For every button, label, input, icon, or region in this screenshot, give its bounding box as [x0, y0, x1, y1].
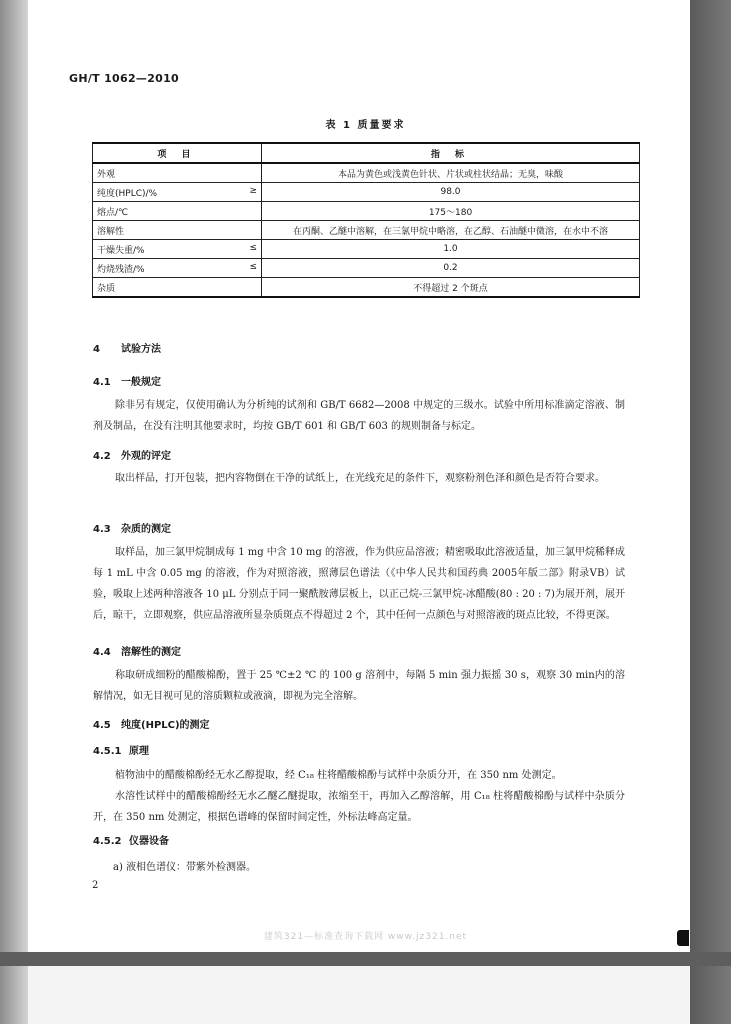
table-row	[93, 278, 640, 298]
section-4-5-1-text-1: 植物油中的醋酸棉酚经无水乙醇提取，经 C₁₈ 柱将醋酸棉酚与试样中杂质分开，在 350 nm 处测定。	[115, 770, 562, 781]
row-item: 干燥失重/%	[97, 245, 145, 256]
row-item-cell	[93, 259, 262, 278]
section-title: 原理	[129, 746, 149, 757]
row-operator: ≤	[249, 261, 257, 272]
row-value: 98.0	[262, 183, 640, 202]
table-row	[93, 163, 640, 183]
row-item: 杂质	[97, 283, 116, 294]
row-operator: ≤	[249, 242, 257, 253]
section-title: 外观的评定	[121, 451, 171, 462]
row-value: 1.0	[262, 240, 640, 259]
section-number: 4	[93, 344, 100, 355]
row-item-cell	[93, 202, 262, 221]
page-gap	[0, 952, 731, 966]
viewer-left-margin	[0, 0, 28, 1024]
row-item: 纯度(HPLC)/%	[97, 188, 158, 199]
quality-requirements-table	[92, 142, 640, 298]
section-number: 4.5	[93, 720, 111, 731]
section-number: 4.5.1	[93, 746, 122, 757]
viewer-scrollbar-area[interactable]	[690, 0, 731, 1024]
section-4-3-text: 取样品，加三氯甲烷制成每 1 mg 中含 10 mg 的溶液，作为供应品溶液；精密吸取此溶液适量，加三氯甲烷稀释成每 1 mL 中含 0.05 mg 的溶液，作为对照溶液，照薄层色谱法（《中华人民共和国药典 2005年版二部》附录ⅤB）试验，吸取上述两种溶液各 10 μL 分别点于同一聚酰胺薄层板上，以正己烷-三氯甲烷-冰醋酸(80 : 20 : 7)为展开剂，展开后，晾干，立即观察，供应品溶液所显杂质斑点不得超过 2 个，其中任何一点颜色与对照溶液的斑点比较，不得更深。	[93, 547, 625, 621]
row-item: 外观	[97, 169, 116, 180]
section-title: 杂质的测定	[121, 524, 171, 535]
section-4-1-text: 除非另有规定，仅使用确认为分析纯的试剂和 GB/T 6682—2008 中规定的三级水。试验中所用标准滴定溶液、制剂及制品，在没有注明其他要求时，均按 GB/T 601 和 GB/T 603 的规则制备与标定。	[93, 400, 625, 432]
table-row	[93, 259, 640, 278]
header-item: 项 目	[93, 143, 262, 163]
section-4-5-1-heading	[93, 742, 149, 757]
row-value: 175～180	[262, 202, 640, 221]
section-4-4-heading	[93, 643, 181, 658]
table-row	[93, 183, 640, 202]
section-4-2-heading	[93, 447, 171, 462]
table-header-row	[93, 143, 640, 163]
table-row	[93, 202, 640, 221]
section-number: 4.4	[93, 647, 111, 658]
row-operator: ≥	[249, 185, 257, 196]
page-number: 2	[92, 880, 99, 891]
row-item: 溶解性	[97, 226, 125, 237]
row-item-cell	[93, 163, 262, 183]
section-4-5-2-heading	[93, 832, 169, 847]
row-value: 本品为黄色或浅黄色针状、片状或柱状结晶；无臭，味酸	[262, 163, 640, 183]
row-item-cell	[93, 278, 262, 298]
row-item: 熔点/℃	[97, 207, 129, 218]
section-4-3-heading	[93, 520, 171, 535]
section-number: 4.3	[93, 524, 111, 535]
section-title: 仪器设备	[129, 836, 169, 847]
list-item-a: a) 液相色谱仪：带紫外检测器。	[113, 862, 257, 873]
row-value: 0.2	[262, 259, 640, 278]
watermark: 建筑321—标准查询下载网 www.jz321.net	[263, 932, 468, 942]
row-item-cell	[93, 240, 262, 259]
section-4-2-text: 取出样品，打开包装，把内容物倒在干净的试纸上，在光线充足的条件下，观察粉剂色泽和颜色是否符合要求。	[115, 473, 605, 484]
next-page-preview	[28, 966, 690, 1024]
section-number: 4.1	[93, 377, 111, 388]
section-title: 试验方法	[121, 344, 161, 355]
section-4-heading	[93, 340, 161, 355]
header-value: 指 标	[262, 143, 640, 163]
section-number: 4.5.2	[93, 836, 122, 847]
row-item-cell	[93, 221, 262, 240]
row-value: 在丙酮、乙醚中溶解，在三氯甲烷中略溶，在乙醇、石油醚中微溶，在水中不溶	[262, 221, 640, 240]
section-4-4-text: 称取研成细粉的醋酸棉酚，置于 25 ℃±2 ℃ 的 100 g 溶剂中，每隔 5 min 强力振摇 30 s，观察 30 min内的溶解情况，如无目视可见的溶质颗粒或液滴，即视为完全溶解。	[93, 670, 625, 702]
section-4-1-heading	[93, 373, 161, 388]
row-item: 灼烧残渣/%	[97, 264, 145, 275]
section-4-5-heading	[93, 716, 210, 731]
table-title: 表 1 质量要求	[325, 120, 406, 131]
section-title: 一般规定	[121, 377, 161, 388]
row-value: 不得超过 2 个斑点	[262, 278, 640, 298]
page-marker-icon	[677, 930, 689, 946]
table-row	[93, 240, 640, 259]
section-number: 4.2	[93, 451, 111, 462]
section-4-5-1-text-2: 水溶性试样中的醋酸棉酚经无水乙醚乙醚提取，浓缩至干，再加入乙醇溶解，用 C₁₈ 柱将醋酸棉酚与试样中杂质分开，在 350 nm 处测定，根据色谱峰的保留时间定性，外标法峰高定量。	[93, 791, 625, 823]
table-row	[93, 221, 640, 240]
standard-code: GH/T 1062—2010	[69, 72, 180, 85]
row-item-cell	[93, 183, 262, 202]
section-title: 溶解性的测定	[121, 647, 181, 658]
section-title: 纯度(HPLC)的测定	[121, 720, 210, 731]
